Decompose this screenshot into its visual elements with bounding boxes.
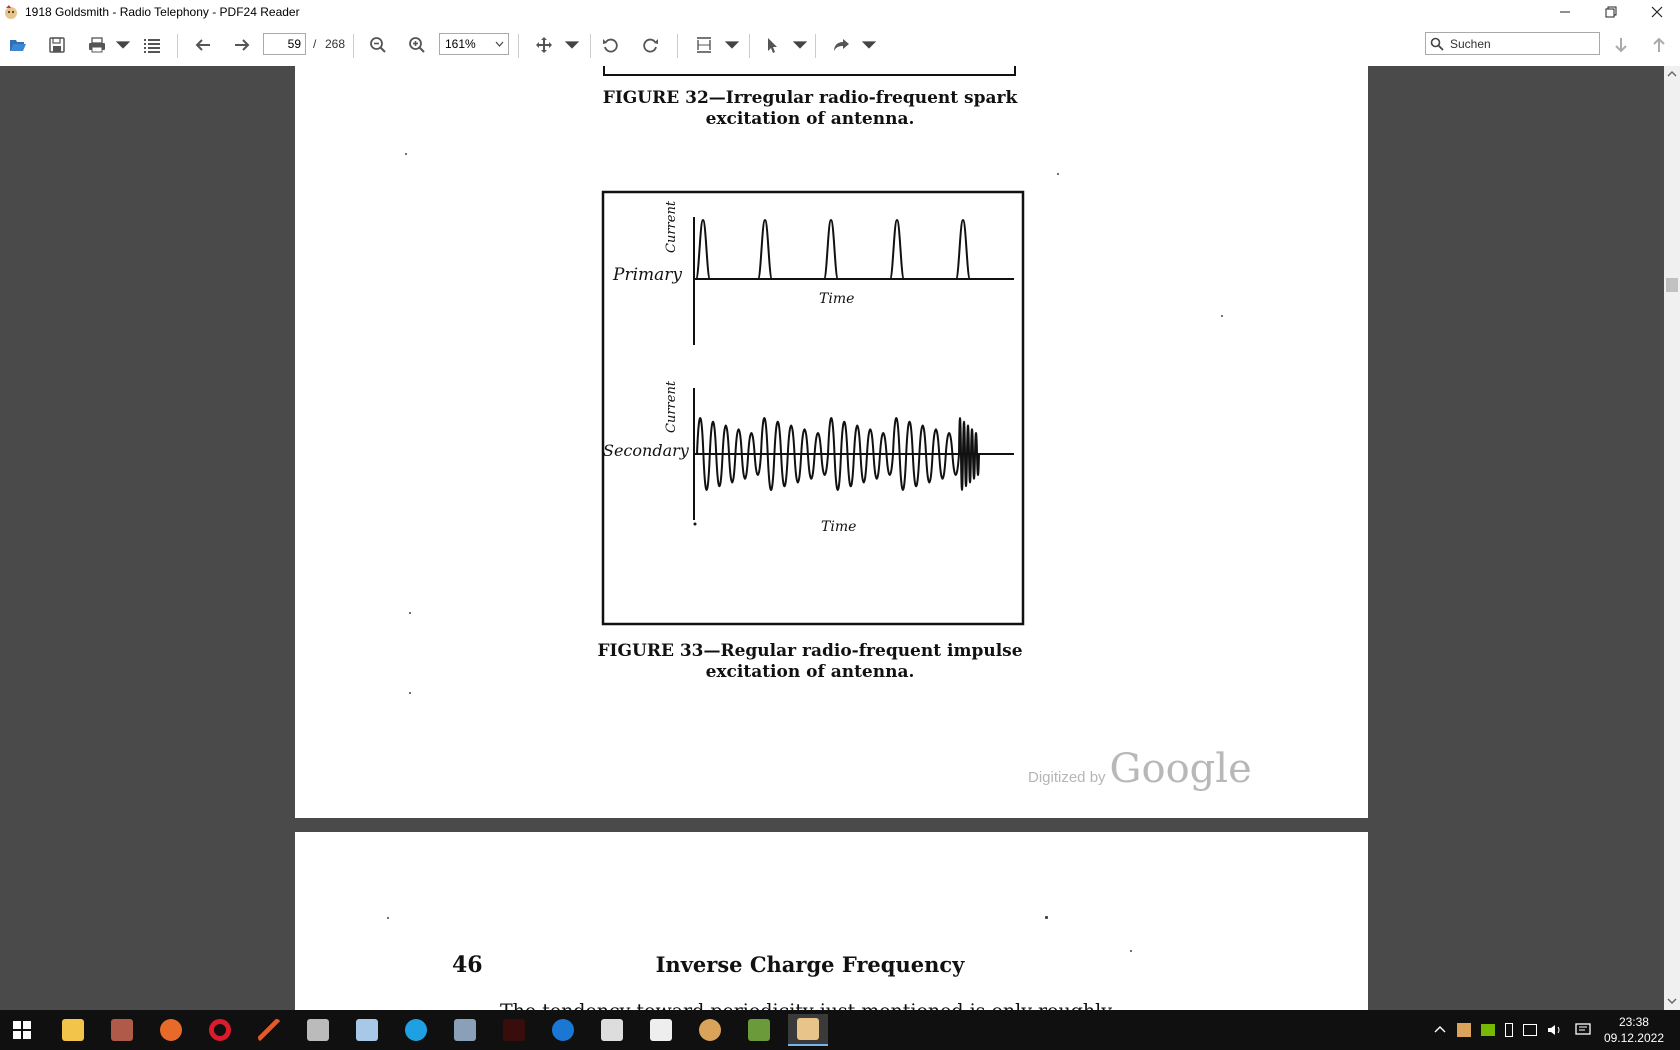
taskbar-app-notepad[interactable]	[347, 1014, 387, 1046]
notepad-icon	[356, 1019, 378, 1041]
restore-button[interactable]	[1588, 0, 1634, 24]
share-dropdown[interactable]	[862, 30, 876, 60]
archive-icon	[748, 1019, 770, 1041]
current-label-secondary: Current	[664, 380, 679, 433]
search-icon	[1430, 37, 1444, 51]
skype-icon	[405, 1019, 427, 1041]
scan-speck	[1045, 916, 1048, 919]
taskbar-file-explorer[interactable]	[53, 1014, 93, 1046]
windows-icon	[13, 1021, 31, 1039]
taskbar-app-portrait[interactable]	[102, 1014, 142, 1046]
taskbar-edge[interactable]	[543, 1014, 583, 1046]
toolbar-separator	[815, 34, 816, 58]
taskbar-firefox[interactable]	[151, 1014, 191, 1046]
zoom-out-button[interactable]	[366, 30, 390, 60]
taskbar-clock[interactable]	[1604, 1014, 1664, 1046]
save-button[interactable]	[45, 30, 69, 60]
chevron-down-icon	[114, 36, 132, 54]
scrollbar-thumb[interactable]	[1666, 278, 1678, 292]
close-button[interactable]	[1634, 0, 1680, 24]
clock-date: 09.12.2022	[1603, 1031, 1664, 1045]
scan-speck	[1130, 950, 1132, 952]
chevron-down-icon	[791, 36, 809, 54]
arrow-left-icon	[194, 36, 212, 54]
arrow-down-icon	[1612, 36, 1630, 54]
time-label-primary: Time	[819, 291, 855, 307]
tray-app-icon[interactable]	[1457, 1023, 1471, 1037]
scan-speck	[405, 153, 407, 155]
restore-icon	[1605, 6, 1617, 18]
zoom-value: 161%	[445, 37, 476, 51]
minimize-button[interactable]	[1542, 0, 1588, 24]
primary-label: Primary	[613, 265, 682, 285]
taskbar-calculator[interactable]	[592, 1014, 632, 1046]
toolbar-separator	[677, 34, 678, 58]
notification-icon[interactable]	[1575, 1023, 1591, 1037]
volume-icon[interactable]	[1547, 1023, 1563, 1037]
scan-speck	[409, 692, 411, 694]
display-icon	[454, 1019, 476, 1041]
toolbar-separator	[177, 34, 178, 58]
toolbar	[0, 24, 1680, 66]
move-icon	[535, 36, 553, 54]
scanner-icon	[307, 1019, 329, 1041]
mail-icon	[650, 1019, 672, 1041]
chevron-down-icon	[723, 36, 741, 54]
figure-33-diagram	[601, 190, 1025, 626]
chevron-down-icon	[563, 36, 581, 54]
pdf24-app-icon	[3, 4, 19, 20]
pan-tool-dropdown[interactable]	[565, 30, 579, 60]
close-icon	[1651, 6, 1663, 18]
select-tool-dropdown[interactable]	[793, 30, 807, 60]
taskbar-pdf24[interactable]	[788, 1014, 828, 1046]
search-next-button[interactable]	[1609, 30, 1633, 60]
fit-height-icon	[695, 36, 713, 54]
chevron-up-icon[interactable]	[1433, 1023, 1447, 1037]
pdf-page	[295, 66, 1368, 818]
taskbar-app-reader[interactable]	[494, 1014, 534, 1046]
cursor-icon	[763, 36, 781, 54]
search-input[interactable]	[1425, 32, 1600, 55]
fit-page-button[interactable]	[692, 30, 716, 60]
zoom-out-icon	[369, 36, 387, 54]
open-button[interactable]	[6, 30, 30, 60]
scan-speck	[1221, 315, 1223, 317]
chevron-down-icon	[860, 36, 878, 54]
share-button[interactable]	[829, 30, 853, 60]
window-title: 1918 Goldsmith - Radio Telephony - PDF24 Reader	[25, 5, 300, 19]
current-label-primary: Current	[664, 200, 679, 253]
figure-33-caption: FIGURE 33—Regular radio-frequent impulse excitation of antenna.	[597, 641, 1023, 682]
opera-icon	[209, 1019, 231, 1041]
next-page-button[interactable]	[230, 30, 254, 60]
clock-time: 23:38	[1618, 1015, 1649, 1029]
page-heading: Inverse Charge Frequency	[655, 952, 965, 977]
start-button[interactable]	[2, 1014, 42, 1046]
digitized-by-google-watermark: Digitized by Google	[1028, 746, 1252, 792]
minimize-icon	[1559, 6, 1571, 18]
previous-page-button[interactable]	[191, 30, 215, 60]
print-dropdown[interactable]	[116, 30, 130, 60]
rotate-left-icon	[602, 36, 620, 54]
document-viewer[interactable]	[0, 66, 1664, 1010]
firefox-icon	[160, 1019, 182, 1041]
printer-icon	[88, 36, 106, 54]
toolbar-separator	[590, 34, 591, 58]
calculator-icon	[601, 1019, 623, 1041]
scroll-down-icon[interactable]	[1667, 996, 1677, 1006]
title-bar	[0, 0, 1680, 24]
select-tool-button[interactable]	[760, 30, 784, 60]
pan-tool-button[interactable]	[532, 30, 556, 60]
chevron-down-icon	[495, 41, 504, 47]
scroll-up-icon[interactable]	[1667, 69, 1677, 79]
scan-speck	[387, 917, 389, 919]
reader-icon	[503, 1019, 525, 1041]
figure-32-caption: FIGURE 32—Irregular radio-frequent spark excitation of antenna.	[602, 88, 1018, 129]
toolbar-separator	[749, 34, 750, 58]
outline-button[interactable]	[140, 30, 164, 60]
scan-speck	[409, 612, 411, 614]
page-separator: /	[313, 37, 317, 51]
rotate-right-button[interactable]	[638, 30, 662, 60]
taskbar-app-archive[interactable]	[739, 1014, 779, 1046]
save-icon	[48, 36, 66, 54]
taskbar-mail[interactable]	[641, 1014, 681, 1046]
taskbar-app-scanner[interactable]	[298, 1014, 338, 1046]
taskbar-opera[interactable]	[200, 1014, 240, 1046]
rotate-left-button[interactable]	[599, 30, 623, 60]
folder-icon	[62, 1019, 84, 1041]
list-icon	[143, 36, 161, 54]
zoom-in-button[interactable]	[405, 30, 429, 60]
search-previous-button[interactable]	[1647, 30, 1671, 60]
taskbar-app-wand[interactable]	[249, 1014, 289, 1046]
vertical-scrollbar[interactable]	[1664, 66, 1680, 1010]
edge-icon	[552, 1019, 574, 1041]
usb-icon[interactable]	[1505, 1023, 1513, 1037]
zoom-in-icon	[408, 36, 426, 54]
folder-open-icon	[9, 36, 27, 54]
system-tray	[1433, 1010, 1591, 1050]
wand-icon	[258, 1019, 280, 1041]
taskbar-paint[interactable]	[690, 1014, 730, 1046]
arrow-up-icon	[1650, 36, 1668, 54]
secondary-label: Secondary	[603, 441, 689, 460]
palette-icon	[699, 1019, 721, 1041]
toolbar-separator	[518, 34, 519, 58]
time-label-secondary: Time	[821, 519, 857, 535]
zoom-select[interactable]	[439, 33, 509, 55]
share-icon	[832, 36, 850, 54]
arrow-right-icon	[233, 36, 251, 54]
rotate-right-icon	[641, 36, 659, 54]
print-button[interactable]	[85, 30, 109, 60]
page-number-input[interactable]: 59	[263, 33, 306, 55]
windows-taskbar	[0, 1010, 1680, 1050]
network-icon[interactable]	[1523, 1024, 1537, 1036]
toolbar-separator	[353, 34, 354, 58]
figure-32-frame	[603, 66, 1016, 76]
pdf-page	[295, 832, 1368, 1032]
search-placeholder: Suchen	[1450, 36, 1491, 51]
taskbar-skype[interactable]	[396, 1014, 436, 1046]
page-number: 46	[452, 952, 483, 978]
nvidia-icon[interactable]	[1481, 1024, 1495, 1036]
scan-speck	[1057, 173, 1059, 175]
pdf24-icon	[797, 1018, 819, 1040]
page-total: 268	[325, 37, 346, 51]
primary-pulse-waveform	[694, 220, 1014, 279]
taskbar-app-display[interactable]	[445, 1014, 485, 1046]
fit-page-dropdown[interactable]	[725, 30, 739, 60]
portrait-icon	[111, 1019, 133, 1041]
